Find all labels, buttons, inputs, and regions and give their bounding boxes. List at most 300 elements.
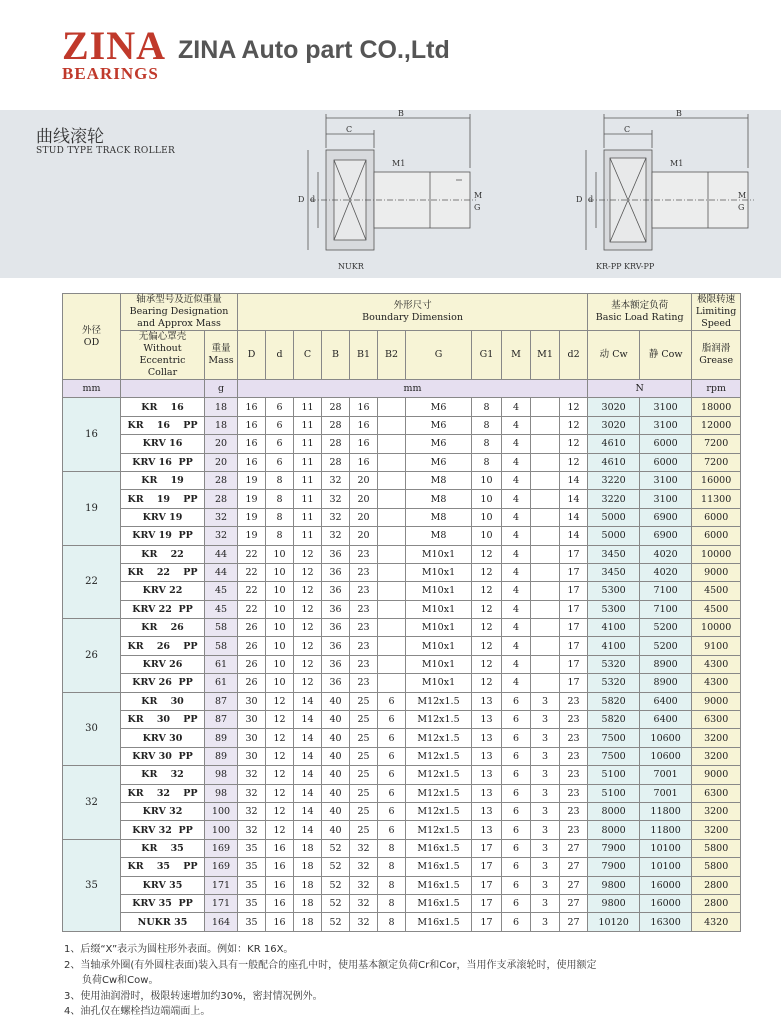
table-cell: 23 [560, 802, 588, 820]
table-cell: 7200 [692, 435, 741, 453]
table-cell: 22 [238, 545, 266, 563]
table-cell: 9100 [692, 637, 741, 655]
table-cell: 5000 [588, 527, 640, 545]
table-cell: 17 [560, 563, 588, 581]
table-cell: 4610 [588, 453, 640, 471]
table-cell: M8 [406, 471, 472, 489]
unit-load: N [588, 380, 692, 398]
table-cell: 8 [378, 894, 406, 912]
table-cell: 14 [560, 527, 588, 545]
table-cell [378, 527, 406, 545]
designation-cell: KRV 26 PP [121, 674, 205, 692]
table-cell [531, 435, 560, 453]
table-cell: 8 [472, 416, 502, 434]
table-cell: 3200 [692, 747, 741, 765]
table-cell: 25 [350, 729, 378, 747]
table-cell: 52 [322, 839, 350, 857]
table-cell: 5320 [588, 674, 640, 692]
table-row [63, 711, 741, 729]
table-cell [531, 471, 560, 489]
table-cell: 6 [502, 711, 531, 729]
table-row [63, 876, 741, 894]
table-cell: 12 [472, 600, 502, 618]
table-cell: 17 [560, 655, 588, 673]
table-cell: 7500 [588, 729, 640, 747]
header-od-text: 外径 OD [81, 324, 101, 348]
table-row [63, 398, 741, 416]
kr-pp-caption: KR-PP KRV-PP [596, 262, 655, 271]
dim-label-c-right: C [624, 125, 631, 134]
table-cell: M16x1.5 [406, 876, 472, 894]
table-cell: 100 [205, 802, 238, 820]
table-cell: M8 [406, 490, 472, 508]
table-row [63, 582, 741, 600]
table-cell: 5200 [640, 619, 692, 637]
note-line: 2、当轴承外圈(有外圆柱表面)装入具有一般配合的座孔中时，使用基本额定负荷Cr和Cor，当用作支承滚轮时，使用额定 [64, 959, 597, 971]
header-cow-text: 静 Cow [648, 349, 683, 360]
table-cell: 18000 [692, 398, 741, 416]
designation-cell: KR 19 [121, 471, 205, 489]
table-cell: 40 [322, 692, 350, 710]
table-cell: 3 [531, 747, 560, 765]
table-cell: 17 [472, 894, 502, 912]
table-cell: 12 [472, 582, 502, 600]
dim-label-m: M [474, 191, 483, 200]
table-cell: 40 [322, 784, 350, 802]
table-cell: 16 [350, 435, 378, 453]
table-cell: 23 [350, 674, 378, 692]
table-cell: 6 [502, 802, 531, 820]
table-cell: 9800 [588, 876, 640, 894]
dim-label-m-right: M [738, 191, 747, 200]
table-cell: 10 [266, 545, 294, 563]
table-cell: 3200 [692, 821, 741, 839]
table-cell: 3220 [588, 490, 640, 508]
table-cell: 19 [238, 471, 266, 489]
table-cell: M16x1.5 [406, 839, 472, 857]
table-cell: 40 [322, 766, 350, 784]
table-cell: 6 [502, 784, 531, 802]
od-cell: 32 [63, 766, 121, 840]
header-cow [640, 331, 692, 380]
table-cell [531, 563, 560, 581]
table-cell: 9800 [588, 894, 640, 912]
table-cell: 169 [205, 839, 238, 857]
table-cell: 9000 [692, 766, 741, 784]
table-cell: 6300 [692, 711, 741, 729]
table-cell: 3 [531, 766, 560, 784]
designation-cell: KR 16 PP [121, 416, 205, 434]
table-cell: 5820 [588, 692, 640, 710]
table-cell: 10 [472, 527, 502, 545]
table-cell: M6 [406, 453, 472, 471]
table-cell: 5800 [692, 858, 741, 876]
table-cell: 12 [266, 784, 294, 802]
table-cell: 10 [266, 582, 294, 600]
table-cell: 6900 [640, 527, 692, 545]
table-cell: 4 [502, 453, 531, 471]
table-cell: 6 [378, 747, 406, 765]
table-cell: 3 [531, 729, 560, 747]
table-cell: 6000 [692, 527, 741, 545]
table-cell: 8 [266, 527, 294, 545]
table-cell: 13 [472, 766, 502, 784]
table-cell: 27 [560, 858, 588, 876]
table-cell: 19 [238, 527, 266, 545]
table-cell: 23 [560, 711, 588, 729]
table-cell: 6 [502, 858, 531, 876]
table-cell: 6 [378, 784, 406, 802]
table-cell: 6400 [640, 692, 692, 710]
od-cell: 16 [63, 398, 121, 472]
table-cell: 4 [502, 416, 531, 434]
table-row [63, 839, 741, 857]
table-cell: 40 [322, 747, 350, 765]
table-cell: M10x1 [406, 619, 472, 637]
table-cell: 16 [238, 435, 266, 453]
table-cell: M10x1 [406, 674, 472, 692]
table-cell: M10x1 [406, 600, 472, 618]
table-cell [378, 600, 406, 618]
table-cell: 4100 [588, 637, 640, 655]
table-cell: M12x1.5 [406, 766, 472, 784]
table-cell: 36 [322, 545, 350, 563]
table-cell: 18 [205, 398, 238, 416]
table-cell: 3 [531, 894, 560, 912]
table-cell: 10 [266, 637, 294, 655]
table-cell: 13 [472, 802, 502, 820]
header-dim-g: G [406, 331, 472, 380]
table-cell: 4 [502, 600, 531, 618]
table-cell: 87 [205, 711, 238, 729]
table-cell: 4300 [692, 674, 741, 692]
table-cell: 28 [322, 398, 350, 416]
table-cell: 20 [205, 435, 238, 453]
table-cell: 164 [205, 913, 238, 931]
table-cell: 3 [531, 711, 560, 729]
table-cell: 4500 [692, 600, 741, 618]
dim-label-d-outer-right: D [576, 195, 583, 204]
table-row [63, 655, 741, 673]
table-cell: 6 [266, 416, 294, 434]
table-cell: 40 [322, 821, 350, 839]
table-cell: 3100 [640, 471, 692, 489]
table-cell [531, 619, 560, 637]
table-cell: 16 [350, 453, 378, 471]
od-cell: 35 [63, 839, 121, 931]
table-cell: M16x1.5 [406, 894, 472, 912]
table-cell: M12x1.5 [406, 747, 472, 765]
header-dim-d: d [266, 331, 294, 380]
table-cell: 3220 [588, 471, 640, 489]
table-cell: 171 [205, 876, 238, 894]
designation-cell: KRV 35 PP [121, 894, 205, 912]
table-cell: 14 [294, 729, 322, 747]
table-cell: 17 [560, 637, 588, 655]
table-cell: 6 [378, 766, 406, 784]
table-cell: 12 [294, 655, 322, 673]
table-cell: 6000 [640, 453, 692, 471]
table-cell: 28 [322, 416, 350, 434]
table-cell: 32 [350, 876, 378, 894]
designation-cell: KRV 32 PP [121, 821, 205, 839]
table-cell: 12 [560, 416, 588, 434]
table-cell: 58 [205, 637, 238, 655]
dim-label-d-outer: D [298, 195, 305, 204]
designation-cell: KR 26 [121, 619, 205, 637]
table-cell: 35 [238, 876, 266, 894]
table-cell: 3 [531, 839, 560, 857]
table-cell [378, 490, 406, 508]
table-cell: 4500 [692, 582, 741, 600]
table-cell: 36 [322, 637, 350, 655]
table-cell: 3 [531, 784, 560, 802]
table-cell: 10600 [640, 729, 692, 747]
header-designation-text: 轴承型号及近似重量 Bearing Designation and Approx Mass [129, 294, 229, 329]
table-cell: 6 [378, 729, 406, 747]
table-cell: 10 [266, 600, 294, 618]
table-cell: 23 [350, 545, 378, 563]
header-collar-text: 无偏心罩壳 Without Eccentric Collar [138, 331, 187, 378]
unit-collar [121, 380, 205, 398]
table-cell: 52 [322, 858, 350, 876]
table-cell: 3 [531, 821, 560, 839]
table-cell: 13 [472, 784, 502, 802]
table-cell: M10x1 [406, 637, 472, 655]
table-cell: 20 [205, 453, 238, 471]
table-cell: 10120 [588, 913, 640, 931]
table-cell: 6 [502, 766, 531, 784]
table-cell: 22 [238, 600, 266, 618]
table-cell: 12 [472, 545, 502, 563]
table-cell: 12 [472, 674, 502, 692]
table-cell: 27 [560, 894, 588, 912]
table-cell: 11 [294, 527, 322, 545]
table-cell: 12 [266, 711, 294, 729]
header-collar [121, 331, 205, 380]
table-cell: 4020 [640, 563, 692, 581]
table-cell: 10 [472, 490, 502, 508]
spec-table [62, 293, 741, 932]
designation-cell: KR 35 [121, 839, 205, 857]
table-cell: 8 [266, 471, 294, 489]
table-cell: 87 [205, 692, 238, 710]
table-cell [531, 545, 560, 563]
table-cell: 3 [531, 802, 560, 820]
table-cell: 25 [350, 692, 378, 710]
header-load-text: 基本额定负荷 Basic Load Rating [595, 300, 684, 323]
header-dim-b1: B1 [350, 331, 378, 380]
header-boundary [238, 294, 588, 331]
table-cell: 36 [322, 582, 350, 600]
header-dim-g1: G1 [472, 331, 502, 380]
table-cell: 23 [560, 784, 588, 802]
table-cell: 4 [502, 674, 531, 692]
table-cell [378, 655, 406, 673]
header-cw-text: 动 Cw [599, 349, 628, 360]
table-cell: 17 [560, 582, 588, 600]
section-title-en: STUD TYPE TRACK ROLLER [36, 146, 176, 156]
table-cell [531, 637, 560, 655]
table-cell [378, 416, 406, 434]
table-cell: 26 [238, 637, 266, 655]
table-cell: 10 [472, 508, 502, 526]
table-cell: 14 [294, 784, 322, 802]
table-cell: 6 [502, 821, 531, 839]
table-cell: 11800 [640, 802, 692, 820]
table-cell: M16x1.5 [406, 913, 472, 931]
table-cell: M6 [406, 416, 472, 434]
table-cell: 4 [502, 490, 531, 508]
table-cell: 10 [266, 674, 294, 692]
designation-cell: KRV 35 [121, 876, 205, 894]
table-cell: 36 [322, 600, 350, 618]
table-cell: 11 [294, 490, 322, 508]
table-cell: 4610 [588, 435, 640, 453]
table-cell: 6 [502, 747, 531, 765]
header-dim-d2: d2 [560, 331, 588, 380]
table-cell: 6400 [640, 711, 692, 729]
table-cell [531, 674, 560, 692]
table-cell: 8 [378, 858, 406, 876]
table-row [63, 435, 741, 453]
table-cell: 25 [350, 784, 378, 802]
table-row [63, 471, 741, 489]
dim-label-c: C [346, 125, 353, 134]
table-cell: 17 [472, 913, 502, 931]
table-cell: 14 [294, 802, 322, 820]
table-cell: 11800 [640, 821, 692, 839]
table-cell: 6 [378, 692, 406, 710]
table-cell: 14 [294, 692, 322, 710]
header-load [588, 294, 692, 331]
table-cell [378, 619, 406, 637]
table-cell: 4300 [692, 655, 741, 673]
table-cell: 14 [294, 711, 322, 729]
table-cell: 16000 [640, 876, 692, 894]
table-cell: 44 [205, 545, 238, 563]
table-cell: 16 [350, 398, 378, 416]
table-cell: 28 [322, 435, 350, 453]
logo-wordmark: ZINA [62, 23, 167, 68]
table-cell: 17 [472, 876, 502, 894]
table-row [63, 692, 741, 710]
table-cell: 14 [294, 766, 322, 784]
table-cell: 61 [205, 655, 238, 673]
section-title-cn: 曲线滚轮 [36, 127, 104, 147]
table-cell: 12 [266, 802, 294, 820]
table-cell: 7500 [588, 747, 640, 765]
table-cell: 32 [350, 913, 378, 931]
table-cell: 5000 [588, 508, 640, 526]
table-cell [378, 637, 406, 655]
table-cell: 7001 [640, 766, 692, 784]
table-cell [531, 527, 560, 545]
table-cell: 23 [350, 600, 378, 618]
table-cell: 27 [560, 913, 588, 931]
table-cell: 32 [205, 508, 238, 526]
table-cell: 27 [560, 876, 588, 894]
table-cell: 169 [205, 858, 238, 876]
table-cell: 32 [238, 766, 266, 784]
dim-label-g-right: G [738, 203, 745, 212]
table-cell: 30 [238, 692, 266, 710]
table-cell: 4 [502, 508, 531, 526]
table-cell: 3100 [640, 398, 692, 416]
table-cell: 14 [560, 471, 588, 489]
table-cell: 13 [472, 747, 502, 765]
table-cell: 19 [238, 508, 266, 526]
table-cell: 10 [266, 655, 294, 673]
table-cell [378, 398, 406, 416]
table-cell: 10 [266, 619, 294, 637]
table-cell: 8 [472, 398, 502, 416]
table-cell: M12x1.5 [406, 729, 472, 747]
table-row [63, 453, 741, 471]
table-cell: 20 [350, 508, 378, 526]
table-cell: 7900 [588, 858, 640, 876]
table-cell: 3 [531, 692, 560, 710]
table-cell: 32 [238, 784, 266, 802]
table-row [63, 490, 741, 508]
table-cell: 17 [472, 858, 502, 876]
dim-label-d-inner-right: d [588, 195, 594, 204]
table-cell: 5320 [588, 655, 640, 673]
table-cell: 36 [322, 655, 350, 673]
table-row [63, 416, 741, 434]
designation-cell: KRV 26 [121, 655, 205, 673]
table-cell: 3 [531, 858, 560, 876]
header-speed [692, 294, 741, 331]
table-cell [531, 490, 560, 508]
dim-label-m1: M1 [392, 159, 406, 168]
table-cell: 16 [266, 876, 294, 894]
dim-label-b-right: B [676, 109, 682, 118]
table-cell: 32 [322, 471, 350, 489]
unit-od: mm [63, 380, 121, 398]
table-cell: 13 [472, 821, 502, 839]
table-cell: 7100 [640, 600, 692, 618]
table-cell: 3100 [640, 416, 692, 434]
table-row [63, 766, 741, 784]
table-row [63, 600, 741, 618]
table-cell: 32 [322, 508, 350, 526]
logo-subtitle: BEARINGS [62, 64, 159, 83]
table-cell: 35 [238, 839, 266, 857]
table-cell: 12 [472, 619, 502, 637]
table-cell: 23 [560, 747, 588, 765]
table-cell: 8 [378, 839, 406, 857]
table-cell: 28 [205, 471, 238, 489]
table-cell: 40 [322, 802, 350, 820]
table-cell: 26 [238, 655, 266, 673]
table-cell: 25 [350, 747, 378, 765]
table-cell: 8900 [640, 655, 692, 673]
table-cell: M8 [406, 527, 472, 545]
table-cell: 44 [205, 563, 238, 581]
table-cell: 12 [294, 563, 322, 581]
table-cell: 26 [238, 674, 266, 692]
table-row [63, 527, 741, 545]
designation-cell: KRV 32 [121, 802, 205, 820]
table-cell [378, 453, 406, 471]
table-cell: 16 [266, 839, 294, 857]
table-cell: 4 [502, 527, 531, 545]
table-cell: 12 [266, 729, 294, 747]
note-line: 4、油孔仅在螺栓挡边端端面上。 [64, 1006, 211, 1017]
table-cell: 61 [205, 674, 238, 692]
table-cell: 89 [205, 729, 238, 747]
